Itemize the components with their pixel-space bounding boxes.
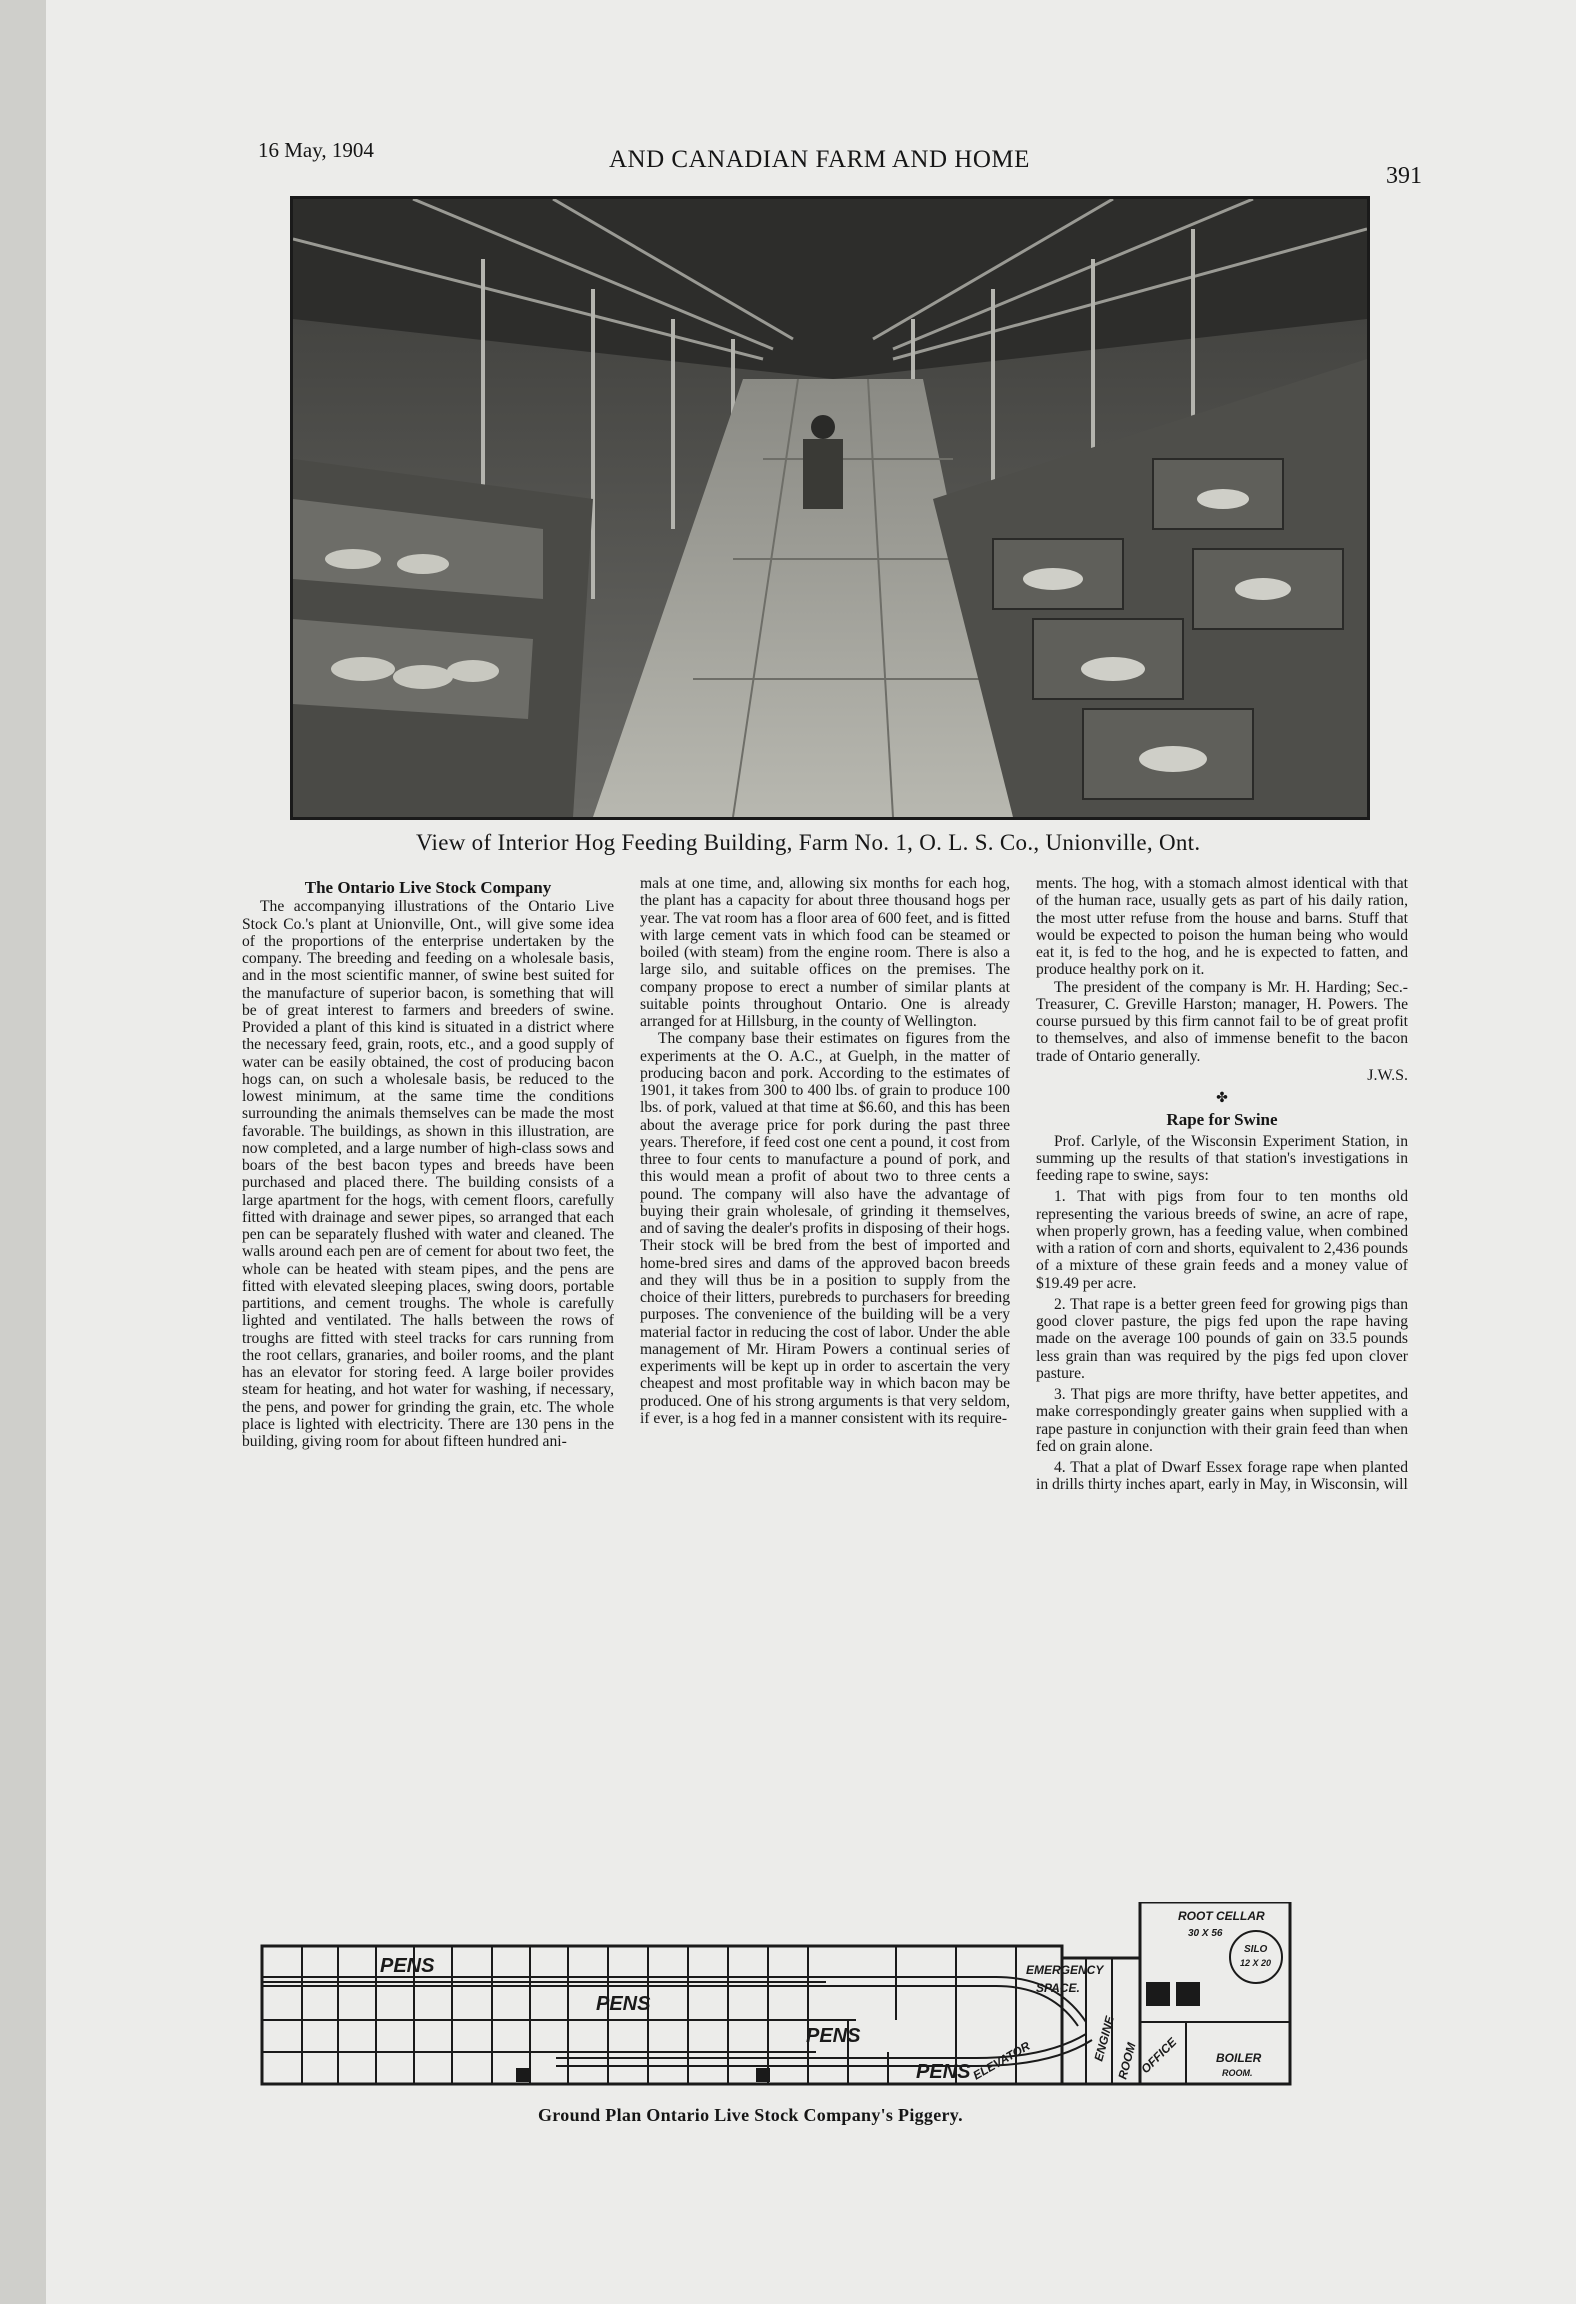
- plan-label-pens: PENS: [916, 2061, 971, 2083]
- header-date: 16 May, 1904: [258, 138, 374, 162]
- article-paragraph: The accompanying illustrations of the Ontario Live Stock Co.'s plant at Unionville, Ont., will give some idea of the proportions of the enterprise undertaken by the company. The breeding and feeding on a wholesale basis, and in the most scientific manner, of swine best suited for the manufacture of superior bacon, is something that will be of great interest to farmers and breeders of swine. Provided a plant of this kind is situated in a district where the necessary feed, grain, roots, etc., and a good supply of water can be easily obtained, the cost of producing bacon hogs can, on such a wholesale basis, be reduced to the lowest minimum, at the same time the conditions surrounding the animals themselves can be made the most favorable. The buildings, as shown in this illustration, are now completed, and a large number of high-class sows and boars of the best bacon types and breeds have been purchased and placed there. The building consists of a large apartment for the hogs, with cement floors, carefully fitted with drainage and sewer pipes, so arranged that each pen can be separately flushed with water and cleaned. The walls around each pen are of cement for about two feet, the whole can be heated with steam pipes, and the pens are fitted with elevated sleeping places, swing doors, portable partitions, and cement troughs. The whole is carefully lighted and ventilated. The halls between the rows of troughs are fitted with steel tracks for cars running from the root cellars, granaries, and boiler rooms, and the plant has an elevator for storing feed. A large boiler provides steam for heating, and hot water for washing, if necessary, the pens, and power for grinding the grain, etc. The whole place is lighted with electricity. There are 130 pens in the building, giving room for about fifteen hundred ani-: [242, 898, 614, 1450]
- article-signature: J.W.S.: [1367, 1066, 1408, 1084]
- rape-item-1: 1. That with pigs from four to ten months old representing the various breeds of swine, an acre of rape, when properly grown, has a feeding value, when combined with a ration of corn and shorts, equivalent to 2,436 pounds of a mixture of these grain feeds and a money value of $19.49 per acre.: [1036, 1188, 1408, 1292]
- column-1: [242, 875, 614, 1450]
- article-paragraph: ments. The hog, with a stomach almost identical with that of the human race, usually gets as part of his daily ration, the most utter refuse from the house and barns. Stuff that would be expected to poison the human being who would eat it, is fed to the hog, and he is expected to fatten, and produce healthy pork on it.: [1036, 875, 1408, 979]
- plan-label-boiler-room: ROOM.: [1222, 2068, 1253, 2078]
- plan-label-elevator: ELEVATOR: [970, 2038, 1033, 2083]
- plan-label-room: ROOM: [1115, 2041, 1139, 2081]
- rape-item-4: 4. That a plat of Dwarf Essex forage rape when planted in drills thirty inches apart, early in May, in Wisconsin, will: [1036, 1459, 1408, 1494]
- column-2: [640, 875, 1010, 1427]
- plan-label-pens: PENS: [380, 1955, 435, 1977]
- column-3: [1036, 875, 1408, 1494]
- interior-hog-building-photo: [290, 196, 1370, 820]
- plan-label-office: OFFICE: [1138, 2035, 1180, 2077]
- plan-label-root-cellar: ROOT CELLAR: [1178, 1909, 1265, 1923]
- plan-label-silo: SILO: [1244, 1944, 1268, 1955]
- plan-label-silo-size: 12 X 20: [1240, 1958, 1272, 1968]
- section-ornament-icon: ✤: [1216, 1091, 1228, 1106]
- page-edge: [0, 0, 48, 2304]
- plan-label-root-cellar-size: 30 X 56: [1188, 1928, 1223, 1939]
- plan-label-space: SPACE.: [1036, 1981, 1080, 1995]
- article-paragraph: mals at one time, and, allowing six months for each hog, the plant has a capacity for about three thousand hogs per year. The vat room has a floor area of 600 feet, and is fitted with large cement vats in which food can be steamed or boiled (with steam) from the engine room. There is also a large silo, and suitable offices on the premises. The company propose to erect a number of similar plants at suitable points throughout Ontario. One is already arranged for at Hillsburg, in the county of Wellington.: [640, 875, 1010, 1030]
- rape-item-2: 2. That rape is a better green feed for growing pigs than good clover pasture, the pigs fed upon the rape having made on the average 100 pounds of gain on 33.5 pounds less grain than was required by the pigs fed upon clover pasture.: [1036, 1295, 1408, 1382]
- plan-label-emergency: EMERGENCY: [1026, 1963, 1104, 1977]
- plan-caption: Ground Plan Ontario Live Stock Company's Piggery.: [538, 2105, 963, 2125]
- plan-label-pens: PENS: [596, 1993, 651, 2015]
- article-title: The Ontario Live Stock Company: [304, 878, 552, 897]
- plan-label-pens: PENS: [806, 2025, 861, 2047]
- plan-label-engine: ENGINE: [1091, 2014, 1117, 2063]
- page-number: 391: [1386, 163, 1422, 189]
- rape-intro: Prof. Carlyle, of the Wisconsin Experiment Station, in summing up the results of that station's investigations in feeding rape to swine, says:: [1036, 1132, 1408, 1184]
- plan-label-boiler: BOILER: [1216, 2051, 1262, 2065]
- page: [46, 0, 1576, 2304]
- photo-caption: View of Interior Hog Feeding Building, Farm No. 1, O. L. S. Co., Unionville, Ont.: [416, 830, 1201, 855]
- rape-item-3: 3. That pigs are more thrifty, have better appetites, and make correspondingly greater gains when supplied with a rape pasture in conjunction with their grain feed than when fed on grain alone.: [1036, 1386, 1408, 1455]
- article-paragraph: The president of the company is Mr. H. Harding; Sec.-Treasurer, C. Greville Harston; manager, H. Powers. The course pursued by this firm cannot fail to be of great profit to themselves, and also of immense benefit to the bacon trade of Ontario generally.: [1036, 978, 1408, 1065]
- ground-plan-diagram: [256, 1902, 1296, 2102]
- header-title: AND CANADIAN FARM AND HOME: [609, 146, 1030, 173]
- rape-article-title: Rape for Swine: [1166, 1110, 1278, 1130]
- article-paragraph: The company base their estimates on figures from the experiments at the O. A.C., at Guelph, in the matter of producing bacon and pork. According to the estimates of 1901, it takes from 300 to 400 lbs. of grain to produce 100 lbs. of pork, valued at that time at $6.60, and this has been about the average price for pork during the past three years. Therefore, if feed cost one cent a pound, it cost from three to four cents to manufacture a pound of pork, and this would mean a profit of about two to three cents a pound. The company will also have the advantage of buying their grain wholesale, of grinding it themselves, and of saving the dealer's profits in disposing of their hogs. Their stock will be bred from the best of imported and home-bred sires and dams of the approved bacon breeds and they will thus be in a position to supply from the choice of their litters, purebreds to purchasers for breeding purposes. The convenience of the building will be a very material factor in reducing the cost of labor. Under the able management of Mr. Hiram Powers a continual series of experiments will be kept up in order to ascertain the very cheapest and most profitable way in which bacon may be produced. One of his strong arguments is that very seldom, if ever, is a hog fed in a manner consistent with its require-: [640, 1030, 1010, 1427]
